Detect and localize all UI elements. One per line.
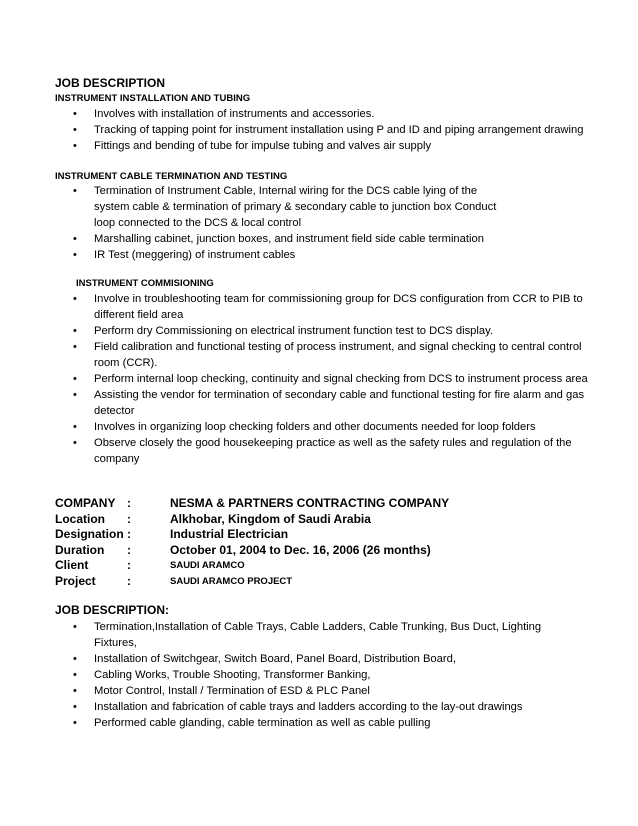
list-item: • Assisting the vendor for termination of secondary cable and functional testing for fire alarm and gas detector [73,389,585,417]
job-description-list-2 [70,619,570,731]
list-item: • Performed cable glanding, cable termination as well as cable pulling [73,717,431,729]
list-item: • Marshalling cabinet, junction boxes, and instrument field side cable termination [73,233,484,245]
job-description-heading: JOB DESCRIPTION [55,76,166,90]
list-item: • Installation and fabrication of cable trays and ladders according to the lay-out drawings [73,701,523,713]
list-item: • Perform dry Commissioning on electrical instrument function test to DCS display. [73,325,493,337]
list-item: • Termination of Instrument Cable, Internal wiring for the DCS cable lying of the system cable & termination of primary & secondary cable to junction box Conduct loop connected to the DCS & local control [73,185,497,229]
cable-termination-title: INSTRUMENT CABLE TERMINATION AND TESTING [55,171,288,182]
list-item: • Fittings and bending of tube for impulse tubing and valves air supply [73,140,432,152]
list-item: • Motor Control, Install / Termination of ESD & PLC Panel [73,685,370,697]
list-item: • Observe closely the good housekeeping practice as well as the safety rules and regulation of the company [73,437,572,465]
list-item: • IR Test (meggering) of instrument cables [73,249,296,261]
list-item: • Involves with installation of instruments and accessories. [73,108,375,120]
commissioning-title: INSTRUMENT COMMISIONING [76,278,214,289]
list-item: • Cabling Works, Trouble Shooting, Transformer Banking, [73,669,371,681]
installation-tubing-title: INSTRUMENT INSTALLATION AND TUBING [55,93,251,104]
installation-tubing-list [70,106,590,154]
list-item: • Field calibration and functional testing of process instrument, and signal checking to central control room (CCR). [73,341,582,369]
cable-termination-list [70,183,510,263]
job-description-heading-2: JOB DESCRIPTION: [55,603,170,617]
list-item: • Involves in organizing loop checking folders and other documents needed for loop folders [73,421,536,433]
list-item: • Perform internal loop checking, continuity and signal checking from DCS to instrument process area [73,373,588,385]
list-item: • Termination,Installation of Cable Trays, Cable Ladders, Cable Trunking, Bus Duct, Lighting Fixtures, [73,621,542,649]
list-item: • Involve in troubleshooting team for commissioning group for DCS configuration from CCR to PIB to different field area [73,293,583,321]
commissioning-list [70,291,598,467]
document-page: JOB DESCRIPTION INSTRUMENT INSTALLATION AND TUBING • Involves with installation of instruments and accessories. • Tracking of tapping point for instrument installation using P and ID and piping arrangement drawing • Fittings and bending of tube for impulse tubing and valves air supply INSTRUMENT CABLE TERMINATION AND TESTING • Termination of Instrument Cable, Internal wiring for the DCS cable lying of the system cable & termination of primary & secondary cable to junction box Conduct loop connected to the DCS & local control • Marshalling cabinet, junction boxes, and instrument field side cable termination • IR Test (meggering) of instrument cables INSTRUMENT COMMISIONING • Involve in troubleshooting team for commissioning group for DCS configuration from CCR to PIB to different field area • Perform dry Commissioning on electrical instrument function test to DCS display. • Field calibration and functional testing of process instrument, and signal checking to central control room (CCR). • Perform internal loop checking, continuity and signal checking from DCS to instrument process area • Assisting the vendor for termination of secondary cable and functional testing for fire alarm and gas detector • Involves in organizing loop checking folders and other documents needed for loop folders • Observe closely the good housekeeping practice as well as the safety rules and regulation of the company COMPANY : NESMA & PARTNERS CONTRACTING COMPANY Location : Alkhobar, Kingdom of Saudi Arabia Designation : Industrial Electrician Duration : October 01, 2004 to Dec. 16, 2006 (26 months) Client : SAUDI ARAMCO Project : SAUDI ARAMCO PROJECT JOB DESCRIPTION: • Termination,Installation of Cable Trays, Cable Ladders, Cable Trunking, Bus Duct, Lighting Fixtures, • Installation of Switchgear, Switch Board, Panel Board, Distribution Board, • Cabling Works, Trouble Shooting, Transformer Banking, • Motor Control, Install / Termination of ESD & PLC Panel • Installation and fabrication of cable trays and ladders according to the lay-out drawings • Performed cable glanding, cable termination as well as cable pulling [0,0,638,826]
list-item: • Installation of Switchgear, Switch Board, Panel Board, Distribution Board, [73,653,456,665]
list-item: • Tracking of tapping point for instrument installation using P and ID and piping arrangement drawing [73,124,584,136]
